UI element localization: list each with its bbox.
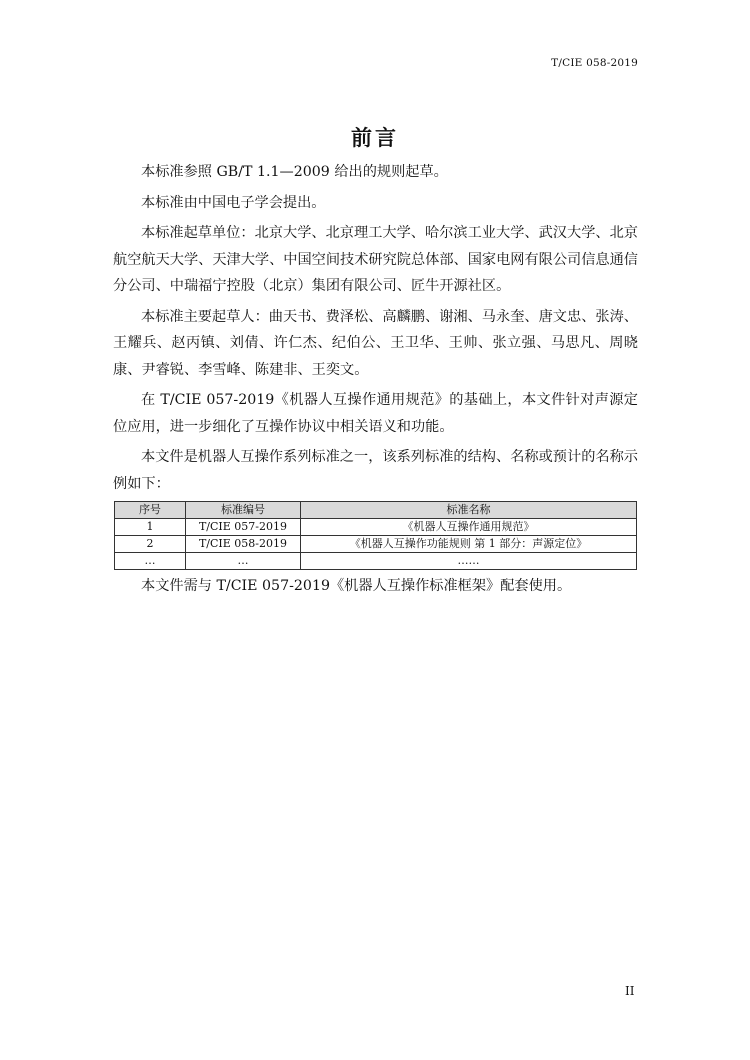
header-cell-name: 标准名称 <box>301 502 637 519</box>
table-cell: 《机器人互操作通用规范》 <box>301 519 637 536</box>
table-row <box>115 536 637 553</box>
paragraph-main-drafters: 本标准主要起草人：曲天书、费泽松、高麟鹏、谢湘、马永奎、唐文忠、张涛、王耀兵、赵丙镇、刘倩、许仁杰、纪伯公、王卫华、王帅、张立强、马思凡、周晓康、尹睿锐、李雪峰、陈建非、王奕文。 <box>113 308 638 378</box>
table-cell: 2 <box>115 536 186 553</box>
document-body <box>113 159 638 604</box>
table-cell: 1 <box>115 519 186 536</box>
paragraph-basis: 在 T/CIE 057-2019《机器人互操作通用规范》的基础上，本文件针对声源定位应用，进一步细化了互操作协议中相关语义和功能。 <box>113 392 638 435</box>
table-cell: T/CIE 057-2019 <box>186 519 301 536</box>
table-cell: 《机器人互操作功能规则 第 1 部分：声源定位》 <box>301 536 637 553</box>
table-row <box>115 553 637 570</box>
page-number: II <box>625 984 635 998</box>
page-title: 前言 <box>351 126 399 150</box>
table-cell: …… <box>301 553 637 570</box>
table-cell: … <box>115 553 186 570</box>
header-cell-code: 标准编号 <box>186 502 301 519</box>
standard-series-table <box>114 501 637 570</box>
table-cell: … <box>186 553 301 570</box>
table-cell: T/CIE 058-2019 <box>186 536 301 553</box>
paragraph-proposer: 本标准由中国电子学会提出。 <box>141 194 326 211</box>
paragraph-drafting-rules: 本标准参照 GB/T 1.1—2009 给出的规则起草。 <box>141 164 448 180</box>
document-code: T/CIE 058-2019 <box>551 57 638 69</box>
paragraph-series-intro: 本文件是机器人互操作系列标准之一，该系列标准的结构、名称或预计的名称示例如下： <box>113 449 638 492</box>
header-cell-serial: 序号 <box>115 502 186 519</box>
table-header-row <box>115 502 637 519</box>
table-row <box>115 519 637 536</box>
paragraph-drafting-units: 本标准起草单位：北京大学、北京理工大学、哈尔滨工业大学、武汉大学、北京航空航天大学、天津大学、中国空间技术研究院总体部、国家电网有限公司信息通信分公司、中瑞福宁控股（北京）集团有限公司、匠牛开源社区。 <box>113 225 638 294</box>
paragraph-usage-note: 本文件需与 T/CIE 057-2019《机器人互操作标准框架》配套使用。 <box>141 578 572 594</box>
